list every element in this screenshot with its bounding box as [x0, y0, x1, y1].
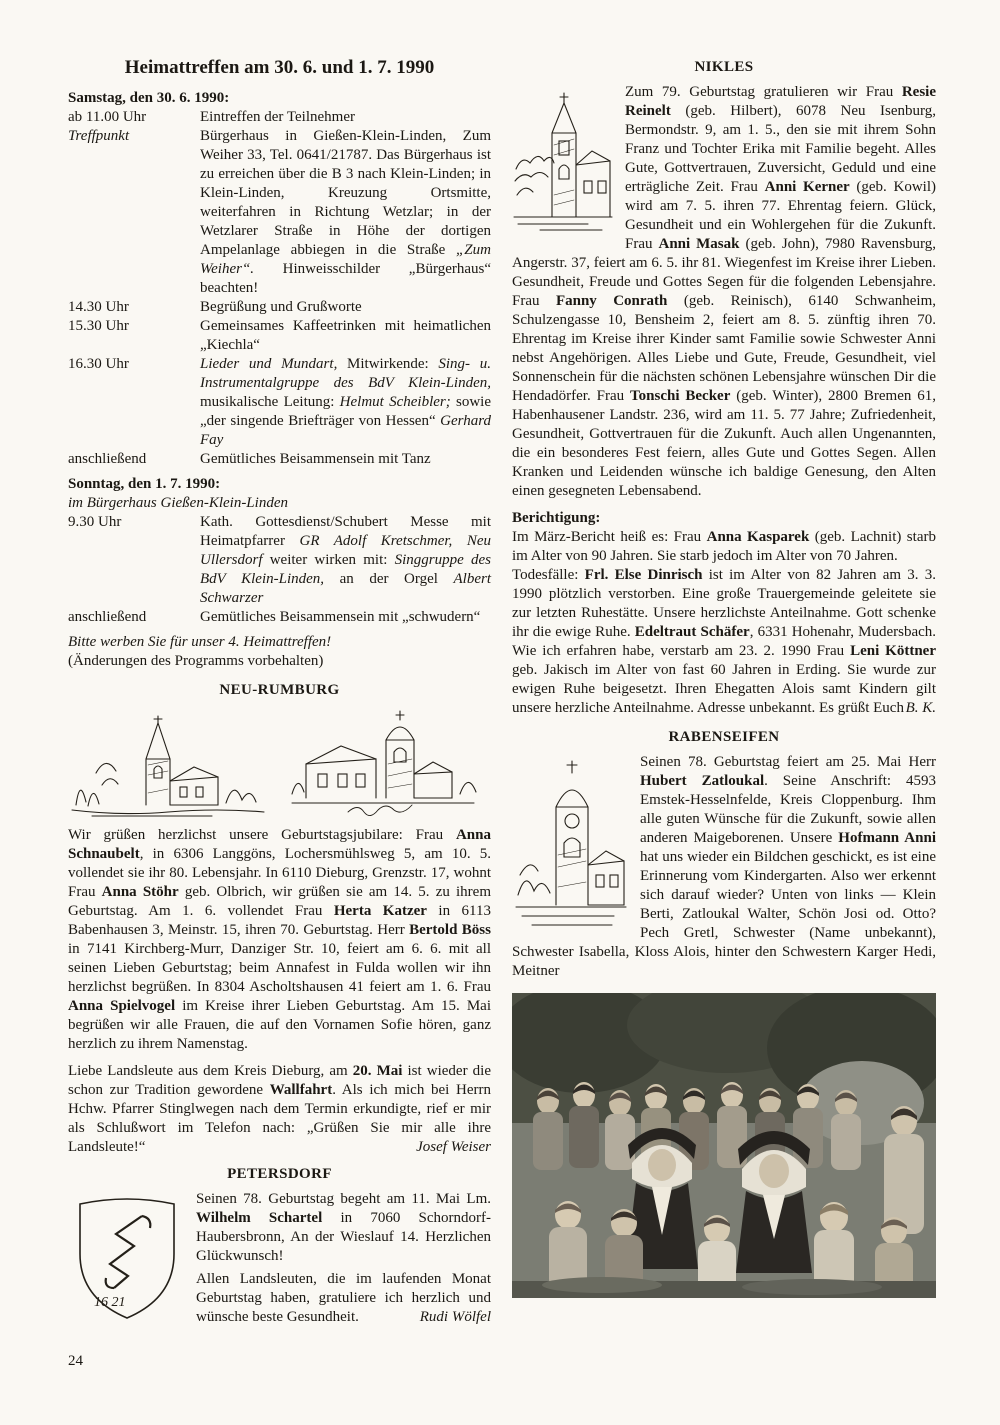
schedule-desc: Begrüßung und Grußworte: [200, 299, 362, 315]
schedule-time: 14.30 Uhr: [68, 299, 129, 315]
schedule-desc: Lieder und Mundart, Mitwirkende: Sing- u. Instrumentalgruppe des BdV Klein-Linden, musikalische Leitung: Helmut Scheibler; sowie „der singende Briefträger von Hessen“ Gerhard Fay: [200, 356, 492, 448]
schedule-row: [68, 450, 491, 469]
sunday-subheader: im Bürgerhaus Gießen-Klein-Linden: [68, 495, 288, 511]
promo-note: Bitte werben Sie für unser 4. Heimattreffen!: [68, 634, 332, 650]
article-title: Heimattreffen am 30. 6. und 1. 7. 1990: [124, 57, 435, 78]
petersdorf-paragraph: Seinen 78. Geburtstag begeht am 11. Mai Lm. Wilhelm Schartel in 7060 Schorndorf-Haubersbronn, An der Wieslauf 14. Herzlichen Glückwunsch!: [196, 1191, 491, 1264]
neu-rumburg-paragraph: Wir grüßen herzlichst unsere Geburtstagsjubilare: Frau Anna Schnaubelt, in 6306 Langgöns, Lochersmühlsweg 5, am 10. 5. vollendet sie ihr 80. Lebensjahr. In 6110 Dieburg, Grenzstr. 17, wohnt Frau Anna Stöhr geb. Olbrich, wir grüßen sie am 14. 5. zu ihrem Geburtstag. Am 1. 6. vollendet Frau Herta Katzer in 6113 Babenhausen 3, Meinstr. 15, ihren 70. Geburtstag. Herr Bertold Böss in 7141 Kirchberg-Murr, Danziger Str. 10, feiert am 6. 6. mit all seinen Lieben Geburtstag; beim Annafest in Fulda wollen wir ihn herzlichst begrüßen. In 8304 Ascholtshausen 41 feiert am 1. 6. Frau Anna Spielvogel im Kreise ihrer Lieben Geburtstag. Am 15. Mai begrüßen wir alle Frauen, die auf den Vornamen Sofie hören, ganz herzlich zu ihrem Namenstag.: [68, 827, 491, 1052]
rabenseifen-paragraph: Seinen 78. Geburtstag feiert am 25. Mai Herr Hubert Zatloukal. Seine Anschrift: 4593 Emstek-Hesselnfelde, Kreis Cloppenburg. Ihm alle guten Wünsche für die Zukunft, sowie allen anderen Maigeborenen. Unsere Hofmann Anni hat uns wieder ein Bildchen geschickt, es ist eine Erinnerung vom Kindergarten. Also wer erkennt sich darauf wieder? Unten von links — Klein Berti, Zatloukal Walter, Schön Josi od. Otto? Pech Gretl, Schwester (Name unbekannt), Schwester Isabella, Kloss Alois, hinter den Schwestern Karger Hedi, Meitner: [512, 754, 936, 979]
schedule-row: [68, 317, 491, 355]
nikles-paragraph: Zum 79. Geburtstag gratulieren wir Frau Resie Reinelt (geb. Hilbert), 6078 Neu Isenburg, Bermondstr. 9, am 1. 5., den sie mit ihrem Sohn Franz und Tochter Erika mit Familie begeht. Alles Gute, Gottvertrauen, Zuversicht, Geduld und eine erträgliche Zeit. Frau Anni Kerner (geb. Kowil) wird am 7. 5. ihren 77. Ehrentag feiern. Glück, Gesundheit und ein Wohlergehen für die Zukunft. Frau Anni Masak (geb. John), 7980 Ravensburg, Angerstr. 37, feiert am 6. 5. ihr 81. Wiegenfest im Kreise ihrer Lieben. Gesundheit, Freude und Gottes Segen für die folgenden Lebensjahre. Frau Fanny Conrath (geb. Reinisch), 6140 Schwanheim, Schulzengasse 10, Bensheim 2, feiert am 8. 5. zünftig ihren 70. Ehrentag im Kreise ihrer Kinder samt Familie sowie Schwester Anni nebst Angehörigen. Alles Liebe und Gute, Freude, Gesundheit, viel Sonnenschein für die nächsten schönen Lebensjahre wünschen Dir die Hendadörfer. Frau Tonschi Becker (geb. Winter), 2800 Bremen 61, Habenhausener Landstr. 236, wird am 11. 5. 77 Jahre; Zufriedenheit, Gesundheit, Gottvertrauen für die Zukunft. Auch allen Ungenannten, die ein besonderes Fest feiern, alles Gute und Gottes Segen. Allen Kranken und Leidenden wünsche ich baldige Genesung, den Alten einen gesegneten Lebensabend.: [512, 84, 937, 499]
right-column: [512, 58, 936, 1298]
rabenseifen-church-sketch-icon: [512, 755, 630, 937]
schedule-desc: Kath. Gottesdienst/Schubert Messe mit Heimatpfarrer GR Adolf Kretschmer, Neu Ullersdorf weiter wirken mit: Singgruppe des BdV Klein-Linden, an der Orgel Albert Schwarzer: [200, 514, 491, 606]
saturday-header: Samstag, den 30. 6. 1990:: [68, 90, 230, 106]
sunday-schedule: [68, 513, 491, 627]
petersdorf-block: [68, 1190, 491, 1328]
schedule-desc: Gemütliches Beisammensein mit Tanz: [200, 451, 431, 467]
church-sketch-left-icon: [68, 713, 268, 818]
neu-rumburg-sketches: [68, 706, 491, 818]
petersdorf-shield-icon: [68, 1192, 186, 1324]
schedule-time: ab 11.00 Uhr: [68, 109, 147, 125]
section-heading-nikles: NIKLES: [694, 59, 754, 75]
schedule-row: [68, 127, 491, 298]
schedule-desc: Gemeinsames Kaffeetrinken mit heimatlichen „Kiechla“: [200, 318, 491, 353]
nikles-church-sketch-icon: [512, 85, 615, 235]
shield-year-label: 16 21: [94, 1295, 126, 1310]
schedule-desc: Eintreffen der Teilnehmer: [200, 109, 355, 125]
schedule-row: [68, 298, 491, 317]
sunday-header: Sonntag, den 1. 7. 1990:: [68, 476, 221, 492]
section-heading-petersdorf: PETERSDORF: [227, 1166, 332, 1182]
berichtigung-paragraph: Im März-Bericht heiß es: Frau Anna Kasparek (geb. Lachnit) starb im Alter von 90 Jahren. Sie starb jedoch im Alter von 70 Jahren.: [512, 529, 936, 564]
todesfaelle-paragraph: Todesfälle: Frl. Else Dinrisch ist im Alter von 82 Jahren am 3. 3. 1990 plötzlich verstorben. Eine große Trauergemeinde geleitete sie zur letzten Ruhestätte. Unsere herzlichste Anteilnahme. Gott schenke ihr die ewige Ruhe. Edeltraut Schäfer, 6331 Hohenahr, Mudersbach. Wie ich erfahren habe, verstarb am 23. 2. 1990 Frau Leni Köttner geb. Jakisch im Alter von fast 60 Jahren in Erding. Sie wurde zur ewigen Ruhe beigesetzt. Ihren Ehegatten Alois samt Kindern gilt unsere herzliche Anteilnahme. Adresse unbekannt. Es grüßt Euch B. K.: [512, 567, 937, 716]
schedule-row: [68, 108, 491, 127]
schedule-time: anschließend: [68, 451, 147, 467]
schedule-row: [68, 355, 491, 450]
nikles-block: [512, 83, 936, 501]
schedule-time: 9.30 Uhr: [68, 514, 122, 530]
left-column: [68, 58, 491, 1328]
section-heading-neu-rumburg: NEU-RUMBURG: [219, 682, 340, 698]
program-note: (Änderungen des Programms vorbehalten): [68, 653, 324, 669]
schedule-row: [68, 513, 491, 608]
schedule-row: [68, 608, 491, 627]
schedule-time: 16.30 Uhr: [68, 356, 129, 372]
schedule-time: Treffpunkt: [68, 128, 130, 144]
schedule-desc: Gemütliches Beisammensein mit „schwudern“: [200, 609, 481, 625]
kindergarten-group-photo: [512, 993, 936, 1298]
schedule-time: 15.30 Uhr: [68, 318, 129, 334]
church-sketch-right-icon: [286, 706, 491, 818]
saturday-schedule: [68, 108, 491, 469]
petersdorf-paragraph-2: Allen Landsleuten, die im laufenden Monat Geburtstag haben, gratuliere ich herzlich und wünsche beste Gesundheit. Rudi Wölfel: [196, 1271, 491, 1325]
page-number: 24: [68, 1353, 83, 1369]
berichtigung-heading: Berichtigung:: [512, 510, 601, 526]
neu-rumburg-paragraph-2: Liebe Landsleute aus dem Kreis Dieburg, am 20. Mai ist wieder die schon zur Tradition gewordene Wallfahrt. Als ich mich bei Herrn Hchw. Pfarrer Stinglwegen nach dem Termin erkundigte, rief er mir als Schlußwort im Telefon nach: „Grüßen Sie mir alle ihre Landsleute!“ Josef Weiser: [68, 1063, 491, 1155]
rabenseifen-block: [512, 753, 936, 981]
schedule-desc: Bürgerhaus in Gießen-Klein-Linden, Zum Weiher 33, Tel. 0641/21787. Das Bürgerhaus ist zu erreichen über die B 3 nach Klein-Linden; in Klein-Linden, Kreuzung Ortsmitte, weiterfahren in Richtung Wetzlar; in der Wetzlarer Straße in Höhe der dortigen Ampelanlage abbiegen in die Straße „Zum Weiher“. Hinweisschilder „Bürgerhaus“ beachten!: [200, 128, 491, 296]
section-heading-rabenseifen: RABENSEIFEN: [668, 729, 780, 745]
schedule-time: anschließend: [68, 609, 147, 625]
